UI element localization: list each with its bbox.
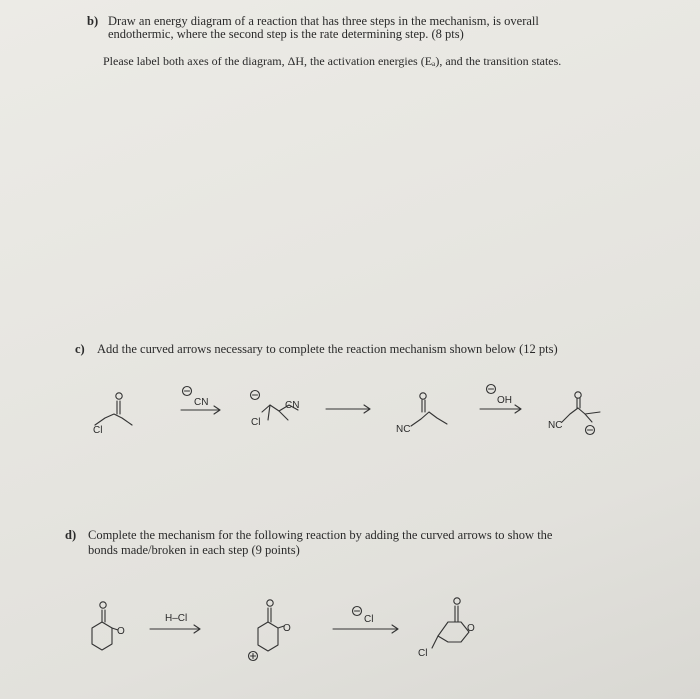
d-reagent-chloride: Cl bbox=[364, 614, 374, 625]
c-cl-label-1: Cl bbox=[93, 425, 103, 436]
c-cl-label-intermediate: Cl bbox=[251, 417, 261, 428]
d-o-ring-label-1: O bbox=[117, 626, 125, 637]
c-reaction-arrow-2 bbox=[326, 405, 370, 413]
question-b-line1: Draw an energy diagram of a reaction that has three steps in the mechanism, is overall bbox=[108, 14, 539, 28]
d-o-ring-label-3: O bbox=[467, 623, 475, 634]
question-d-line1: Complete the mechanism for the following reaction by adding the curved arrows to show the bbox=[88, 528, 553, 542]
c-reagent-cyanide: CN bbox=[194, 397, 209, 408]
question-b-marker: b) bbox=[87, 14, 99, 28]
question-c-text: Add the curved arrows necessary to complete the reaction mechanism shown below (12 pts) bbox=[97, 342, 558, 356]
question-d-line2: bonds made/broken in each step (9 points) bbox=[88, 543, 300, 557]
c-molecule-3-nitrile-ketone bbox=[411, 393, 447, 426]
c-nc-label-product: NC bbox=[396, 424, 411, 435]
question-b-line2: endothermic, where the second step is the rate determining step. (8 pts) bbox=[108, 27, 464, 41]
d-molecule-2-protonated bbox=[249, 600, 285, 661]
c-reagent-hydroxide: OH bbox=[497, 395, 512, 406]
c-cn-label-intermediate: CN bbox=[285, 400, 300, 411]
d-o-ring-label-2: O bbox=[283, 623, 291, 634]
c-molecule-1-chloro-ketone bbox=[95, 393, 132, 425]
d-molecule-3-chloro-product bbox=[432, 598, 469, 648]
d-molecule-1-cyclic-ketone bbox=[92, 602, 118, 650]
c-nc-label-final: NC bbox=[548, 420, 563, 431]
question-b-instruction: Please label both axes of the diagram, ΔH, the activation energies (Eₐ), and the transition states. bbox=[103, 54, 562, 68]
d-cl-label-final: Cl bbox=[418, 648, 428, 659]
d-reagent-hcl: H–Cl bbox=[165, 613, 188, 624]
question-c-marker: c) bbox=[75, 342, 85, 356]
d-reaction-arrow-1 bbox=[150, 625, 200, 633]
question-d-marker: d) bbox=[65, 528, 77, 542]
c-molecule-4-enolate bbox=[562, 392, 600, 435]
